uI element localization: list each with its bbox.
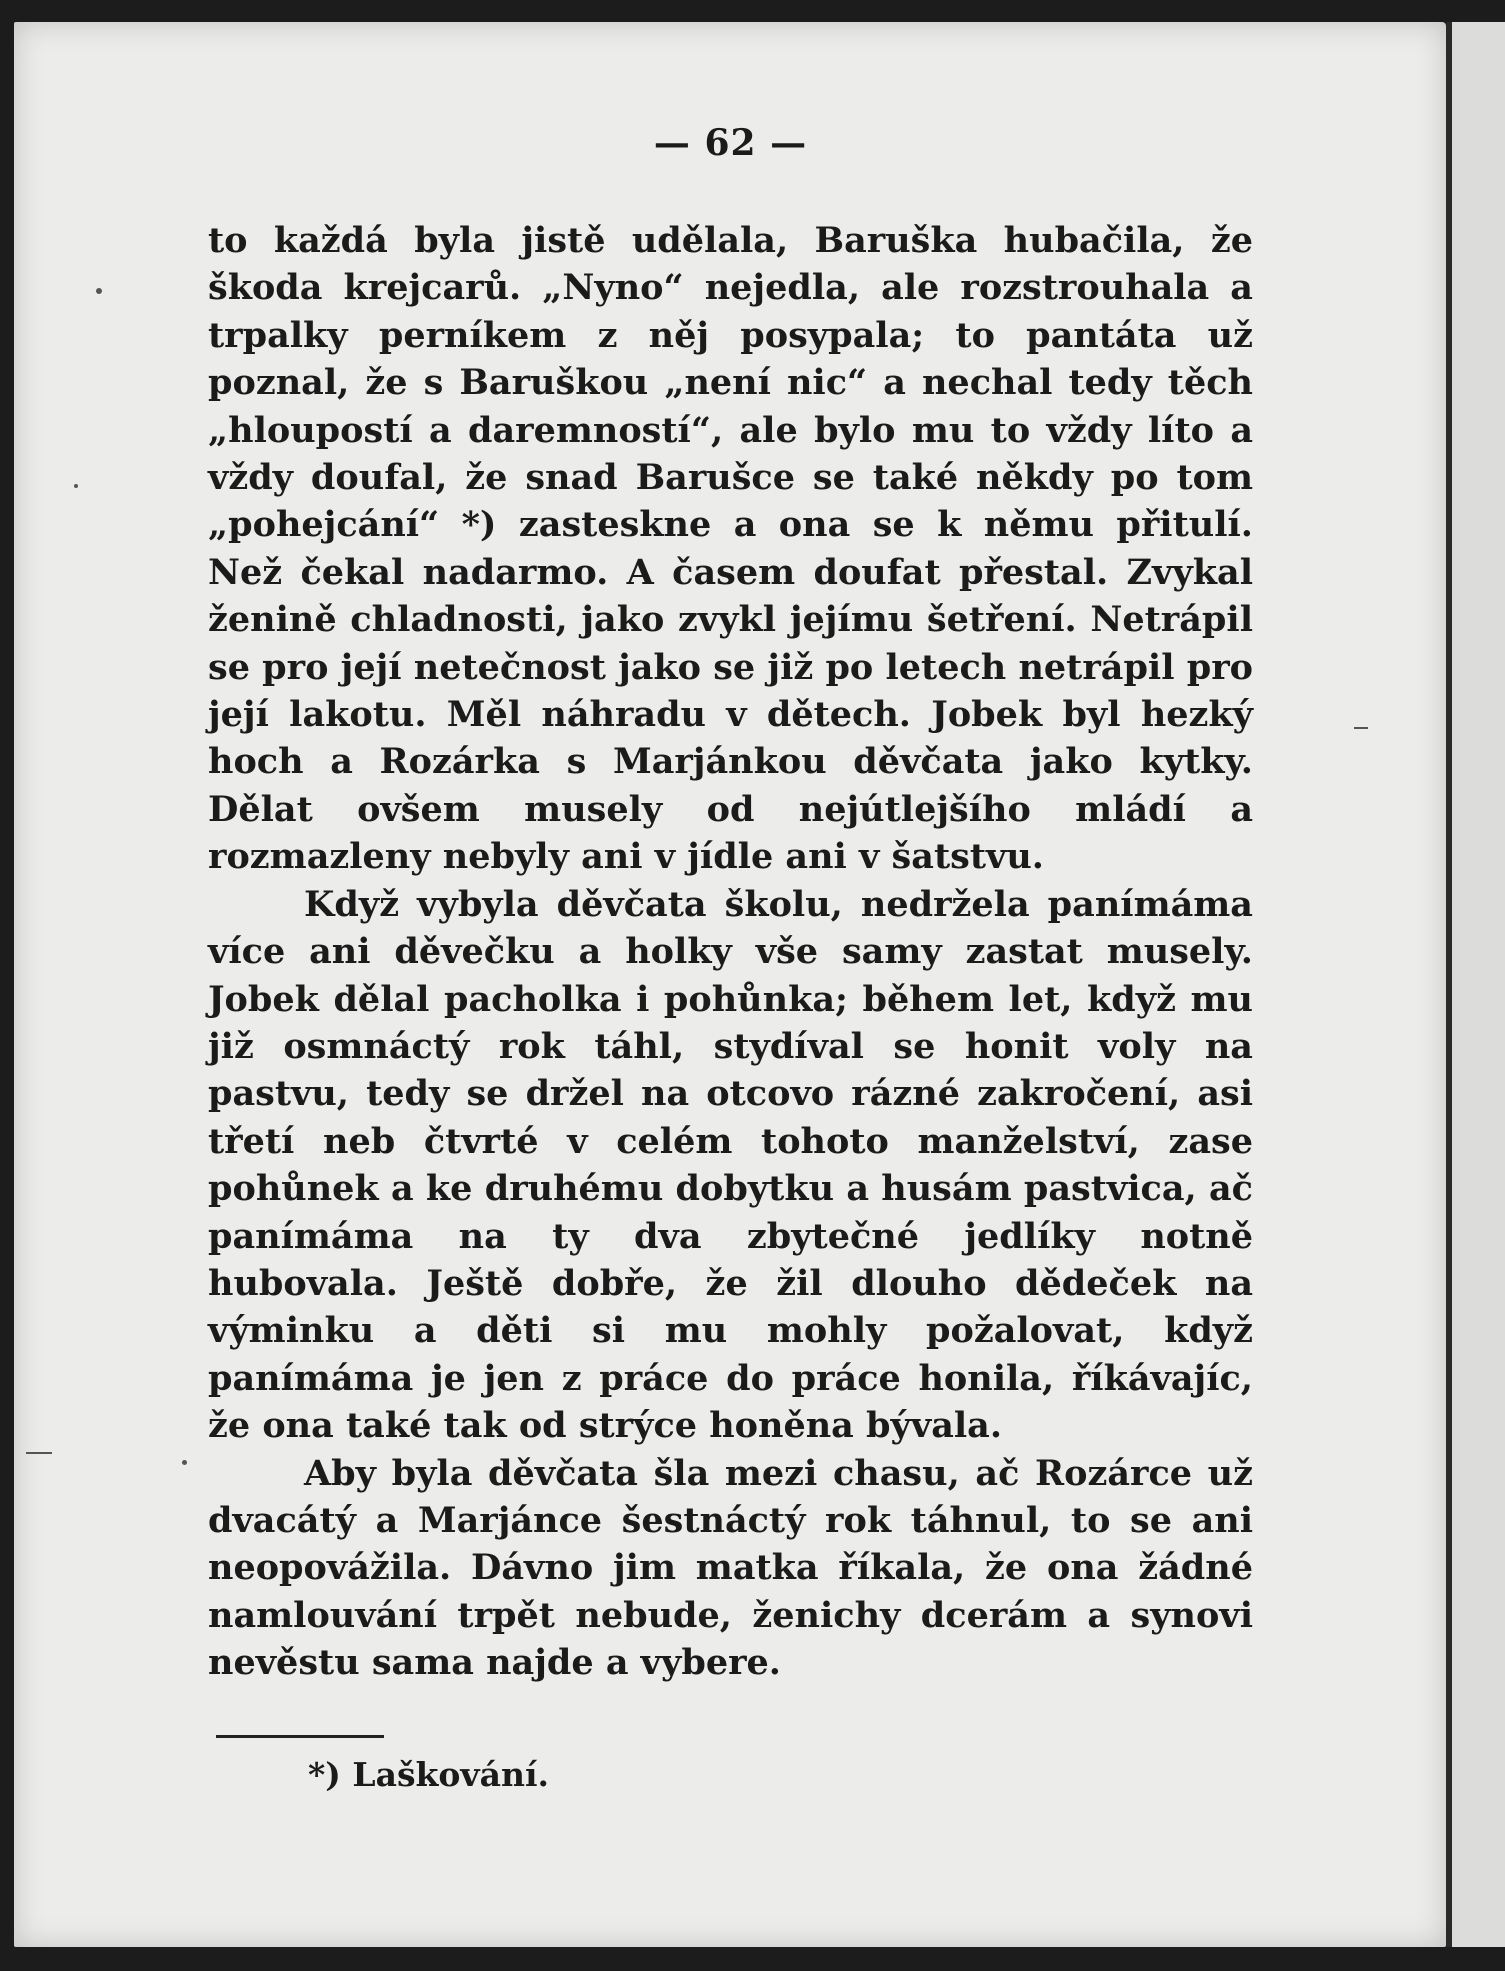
ink-speck xyxy=(26,1452,52,1454)
ink-speck xyxy=(74,484,78,488)
footnote-divider xyxy=(216,1735,384,1738)
paragraph-2: Když vybyla děvčata školu, nedržela panímáma více ani děvečku a holky vše samy zastat musely. Jobek dělal pacholka i pohůnka; během let, když mu již osmnáctý rok táhl, stydíval se honit voly na pastvu, tedy se držel na otcovo rázné zakročení, asi třetí neb čtvrté v celém tohoto manželství, zase pohůnek a ke druhému dobytku a husám pastvica, ač panímáma na ty dva zbytečné jedlíky notně hubovala. Ještě dobře, že žil dlouho dědeček na výminku a děti si mu mohly požalovat, když panímáma je jen z práce do práce honila, říkávajíc, že ona také tak od strýce honěna bývala. xyxy=(208,883,1253,1447)
paragraph-3: Aby byla děvčata šla mezi chasu, ač Rozárce už dvacátý a Marjánce šestnáctý rok táhnul, to se ani neopovážila. Dávno jim matka říkala, že ona žádné namlouvání trpět nebude, ženichy dcerám a synovi nevěstu sama najde a vybere. xyxy=(208,1452,1253,1684)
ink-speck xyxy=(96,288,102,294)
page-number: — 62 — xyxy=(653,122,808,164)
paragraph-1: to každá byla jistě udělala, Baruška hubačila, že škoda krejcarů. „Nyno“ nejedla, ale rozstrouhala a trpalky perníkem z něj posypala; to pantáta už poznal, že s Baruškou „není nic“ a nechal tedy těch „hloupostí a daremností“, ale bylo mu to vždy líto a vždy doufal, že snad Barušce se také někdy po tom „pohejcání“ *) zasteskne a ona se k němu přitulí. Než čekal nadarmo. A časem doufat přestal. Zvykal ženině chladnosti, jako zvykl jejímu šetření. Netrápil se pro její netečnost jako se již po letech netrápil pro její lakotu. Měl náhradu v dětech. Jobek byl hezký hoch a Rozárka s Marjánkou děvčata jako kytky. Dělat ovšem musely od nejútlejšího mládí a rozmazleny nebyly ani v jídle ani v šatstvu. xyxy=(208,220,1253,878)
adjacent-page-edge xyxy=(1446,22,1505,1947)
ink-speck xyxy=(182,1460,187,1465)
page-text xyxy=(208,120,1253,1687)
footnote: *) Laškování. xyxy=(308,1755,549,1794)
ink-speck xyxy=(1354,727,1368,729)
